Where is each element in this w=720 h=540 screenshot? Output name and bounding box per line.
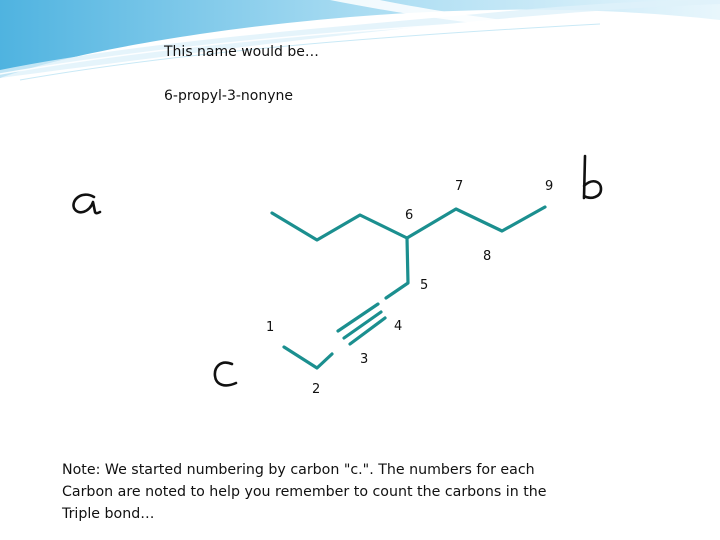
propyl-branch-bonds [272,213,407,240]
carbon-number-9: 9 [545,179,554,194]
carbon-number-6: 6 [405,208,414,223]
carbon-number-8: 8 [483,249,492,264]
carbon-number-3: 3 [360,352,369,367]
footnote-text: Note: We started numbering by carbon "c.". The numbers for each Carbon are noted to help you remember to count the carbons in the Triple bond… [62,462,547,522]
carbon-number-4: 4 [394,319,403,334]
main-chain-lower-bonds [386,238,408,298]
carbon-number-5: 5 [420,278,429,293]
carbon-chain [272,207,545,368]
letter-c-handwritten [215,363,236,386]
carbon-number-7: 7 [455,179,464,194]
letter-a-handwritten [74,195,100,214]
carbon-number-2: 2 [312,382,321,397]
terminal-bonds [284,347,332,368]
letter-b-handwritten [584,156,601,198]
carbon-number-1: 1 [266,320,275,335]
main-chain-right-bonds [407,207,545,238]
compound-name: 6-propyl-3-nonyne [164,88,294,104]
slide-heading: This name would be… [164,44,319,60]
end-letters [74,156,601,385]
